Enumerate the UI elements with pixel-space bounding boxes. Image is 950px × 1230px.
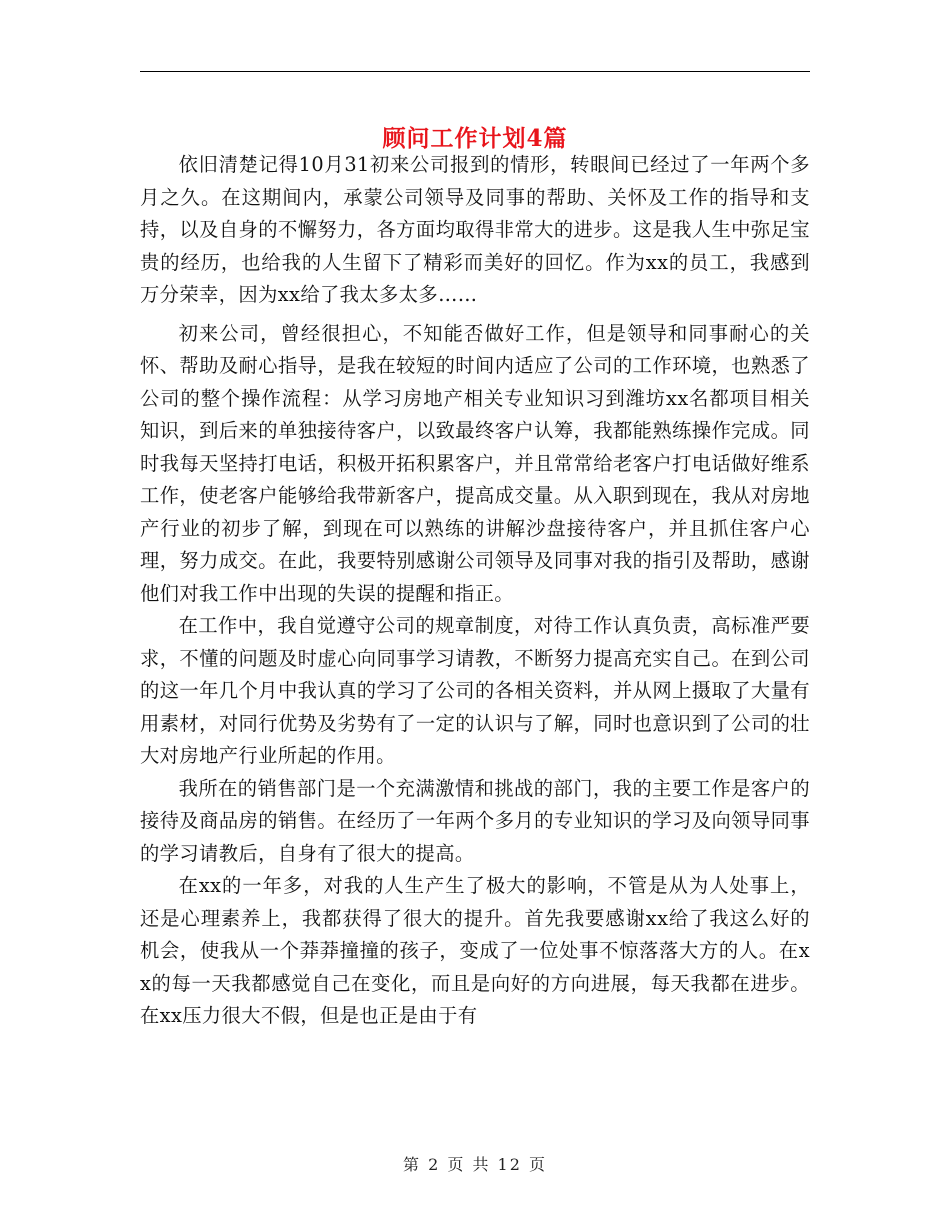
document-body xyxy=(140,149,810,1033)
page-footer: 第 2 页 共 12 页 xyxy=(403,1155,547,1174)
paragraph-2: 初来公司，曾经很担心，不知能否做好工作，但是领导和同事耐心的关怀、帮助及耐心指导，是我在较短的时间内适应了公司的工作环境，也熟悉了公司的整个操作流程：从学习房地产相关专业知识习到潍坊xx名都项目相关知识，到后来的单独接待客户，以致最终客户认筹，我都能熟练操作完成。同时我每天坚持打电话，积极开拓积累客户，并且常常给老客户打电话做好维系工作，使老客户能够给我带新客户，提高成交量。从入职到现在，我从对房地产行业的初步了解，到现在可以熟练的讲解沙盘接待客户，并且抓住客户心理，努力成交。在此，我要特别感谢公司领导及同事对我的指引及帮助，感谢他们对我工作中出现的失误的提醒和指正。 xyxy=(140,321,810,605)
paragraph-3: 在工作中，我自觉遵守公司的规章制度，对待工作认真负责，高标准严要求，不懂的问题及时虚心向同事学习请教，不断努力提高充实自己。在到公司的这一年几个月中我认真的学习了公司的各相关资料，并从网上摄取了大量有用素材，对同行优势及劣势有了一定的认识与了解，同时也意识到了公司的壮大对房地产行业所起的作用。 xyxy=(140,614,810,767)
paragraph-4: 我所在的销售部门是一个充满激情和挑战的部门，我的主要工作是客户的接待及商品房的销售。在经历了一年两个多月的专业知识的学习及向领导同事的学习请教后，自身有了很大的提高。 xyxy=(140,776,810,865)
header-rule xyxy=(140,71,810,72)
paragraph-1: 依旧清楚记得10月31初来公司报到的情形，转眼间已经过了一年两个多月之久。在这期间内，承蒙公司领导及同事的帮助、关怀及工作的指导和支持，以及自身的不懈努力，各方面均取得非常大的进步。这是我人生中弥足宝贵的经历，也给我的人生留下了精彩而美好的回忆。作为xx的员工，我感到万分荣幸，因为xx给了我太多太多…… xyxy=(140,153,810,306)
paragraph-5: 在xx的一年多，对我的人生产生了极大的影响，不管是从为人处事上，还是心理素养上，我都获得了很大的提升。首先我要感谢xx给了我这么好的机会，使我从一个莽莽撞撞的孩子，变成了一位处事不惊落落大方的人。在xx的每一天我都感觉自己在变化，而且是向好的方向进展，每天我都在进步。在xx压力很大不假，但是也正是由于有 xyxy=(140,874,810,1027)
document-title: 顾问工作计划4篇 xyxy=(382,125,568,153)
